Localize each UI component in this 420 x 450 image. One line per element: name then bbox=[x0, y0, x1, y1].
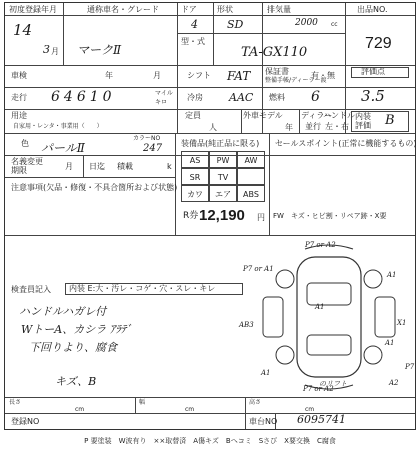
reg-year: 14 bbox=[13, 21, 33, 39]
inspection-note-1: ハンドルハガレ付 bbox=[19, 305, 107, 318]
inspection-note-2: WトーA、カシラ ｱﾗﾃﾞ bbox=[21, 323, 132, 336]
damage-mark-fl: P7 or A1 bbox=[243, 265, 274, 273]
reg-month: 3 bbox=[43, 43, 50, 56]
inspection-note-3: 下回りより、腐食 bbox=[29, 341, 117, 354]
interior-value: B bbox=[385, 113, 395, 128]
usage-label: 用途 bbox=[11, 111, 27, 120]
damage-mark-rear-right: A2 bbox=[389, 379, 399, 387]
shape-label: 形状 bbox=[217, 5, 233, 14]
equip-label: 装備品(純正品に限る) bbox=[181, 139, 260, 148]
warranty-value: 有・無 bbox=[311, 71, 335, 80]
equip-cell-0: AS bbox=[181, 151, 209, 168]
ac-value: AAC bbox=[229, 91, 254, 104]
damage-legend: FW キズ・ヒビ割・リペア跡・X要 bbox=[273, 212, 387, 220]
color-value: パールⅡ bbox=[41, 141, 85, 155]
inspection-legend: 内装 E:大・汚レ・コゲ・穴・スレ・キレ bbox=[69, 284, 216, 293]
chassis-value: 6095741 bbox=[297, 413, 346, 426]
width-cm: cm bbox=[185, 406, 195, 413]
warranty-sub: 整備手帳/ディーラー渡 bbox=[265, 77, 327, 84]
dealer-label: ディラー bbox=[301, 111, 333, 120]
model-code: TA-GX110 bbox=[241, 45, 308, 60]
length-label: 長さ bbox=[9, 399, 22, 406]
fuel-label: 燃料 bbox=[269, 93, 285, 102]
reg-month-unit: 月 bbox=[51, 47, 59, 56]
damage-mark-fr: A1 bbox=[387, 271, 397, 279]
displacement-label: 排気量 bbox=[267, 5, 291, 14]
damage-mark-left: AB3 bbox=[239, 321, 254, 329]
warranty-label: 保証書 bbox=[265, 67, 289, 76]
score-label: 評価点 bbox=[361, 67, 385, 76]
damage-mark-p7: P7 bbox=[405, 363, 415, 371]
recycle-unit: 円 bbox=[257, 213, 265, 222]
shaken-month-unit: 月 bbox=[153, 71, 161, 80]
inspection-label: 検査員記入 bbox=[11, 285, 51, 294]
lot-label: 出品NO. bbox=[357, 5, 388, 14]
shaken-year-unit: 年 bbox=[105, 71, 113, 80]
color-label: 色 bbox=[21, 139, 29, 148]
dealer-sub: 並行 bbox=[305, 122, 321, 131]
model-label: 型・式 bbox=[181, 37, 205, 46]
first-reg-label: 初度登録年月 bbox=[9, 5, 57, 14]
cc-unit: cc bbox=[331, 21, 338, 28]
handle-label: ハンドル bbox=[323, 111, 355, 120]
damage-mark-rear: P7 or A2 bbox=[303, 385, 334, 393]
notes-label: 注意事項(欠品・修復・不具合箇所および状態) bbox=[11, 183, 178, 192]
equip-cell-4: TV bbox=[209, 168, 237, 185]
length-cm: cm bbox=[75, 406, 85, 413]
damage-mark-right: X1 bbox=[397, 319, 407, 327]
reg-no-label: 登録NO bbox=[11, 417, 40, 426]
height-cm: cm bbox=[305, 406, 315, 413]
score-value: 3.5 bbox=[361, 87, 385, 105]
name-change-sub: 期限 bbox=[11, 166, 27, 175]
mileage-unit-mile: マイル bbox=[155, 90, 173, 97]
interior-label: 内装 bbox=[355, 112, 371, 121]
shift-label: シフト bbox=[187, 71, 211, 80]
sales-point-label: セールスポイント(正常に機能するもの) bbox=[275, 139, 417, 148]
door-label: ドア bbox=[181, 5, 197, 14]
equip-cell-8: ABS bbox=[237, 185, 265, 202]
car-name: マークⅡ bbox=[77, 43, 122, 57]
mileage-unit-km: キロ bbox=[155, 99, 168, 106]
capacity-label: 定員 bbox=[185, 111, 201, 120]
recycle-label: R券 bbox=[183, 211, 199, 221]
legend-footer: P 要塗装 W波有り ××取替済 A傷キズ Bへコミ Sさび X要交換 C腐食 bbox=[84, 437, 336, 445]
mileage-value: 64610 bbox=[51, 89, 116, 105]
damage-mark-front: P7 or A2 bbox=[305, 241, 336, 249]
color-no-value: 247 bbox=[143, 143, 163, 154]
width-label: 幅 bbox=[139, 399, 146, 406]
displacement-value: 2000 bbox=[295, 18, 318, 28]
chassis-label: 車台NO bbox=[249, 417, 278, 426]
name-change-label: 名義変更 bbox=[11, 157, 43, 166]
lot-number: 729 bbox=[365, 35, 392, 52]
common-name-label: 通称車名・グレード bbox=[87, 5, 159, 14]
capacity-unit: 人 bbox=[209, 123, 217, 132]
ext-model-label: 外車モデル bbox=[243, 111, 283, 120]
damage-mark-lift: のリフト bbox=[319, 380, 347, 388]
mileage-label: 走行 bbox=[11, 93, 27, 102]
auction-sheet bbox=[4, 2, 416, 430]
damage-mark-rl: A1 bbox=[261, 369, 271, 377]
color-no-label: カラーNO bbox=[133, 135, 161, 142]
inspection-note-4: キズ、B bbox=[55, 375, 97, 388]
equip-cell-3: SR bbox=[181, 168, 209, 185]
equip-cell-1: PW bbox=[209, 151, 237, 168]
fuel-value: 6 bbox=[311, 89, 320, 105]
usage-options: 自家用・レンタ・事業用（ ） bbox=[13, 123, 103, 130]
name-change-day: 日迄 bbox=[89, 162, 105, 171]
equip-cell-2: AW bbox=[237, 151, 265, 168]
shape-value: SD bbox=[227, 18, 244, 31]
doors-value: 4 bbox=[191, 18, 198, 31]
load-label: 積載 bbox=[117, 162, 133, 171]
handle-value: 左・右 bbox=[325, 122, 349, 131]
equip-cell-5 bbox=[237, 168, 265, 185]
load-unit: k bbox=[167, 162, 172, 171]
equip-cell-7: エア bbox=[209, 185, 237, 202]
shaken-label: 車検 bbox=[11, 71, 27, 80]
name-change-month: 月 bbox=[65, 162, 73, 171]
ac-label: 冷房 bbox=[187, 93, 203, 102]
ext-model-unit: 年 bbox=[285, 123, 293, 132]
damage-mark-center: A1 bbox=[315, 303, 325, 311]
shift-value: FAT bbox=[227, 69, 251, 83]
interior-sub: 評価 bbox=[355, 121, 371, 130]
height-label: 高さ bbox=[249, 399, 262, 406]
recycle-value: 12,190 bbox=[199, 207, 245, 224]
damage-mark-rr: A1 bbox=[385, 339, 395, 347]
equip-cell-6: カワ bbox=[181, 185, 209, 202]
